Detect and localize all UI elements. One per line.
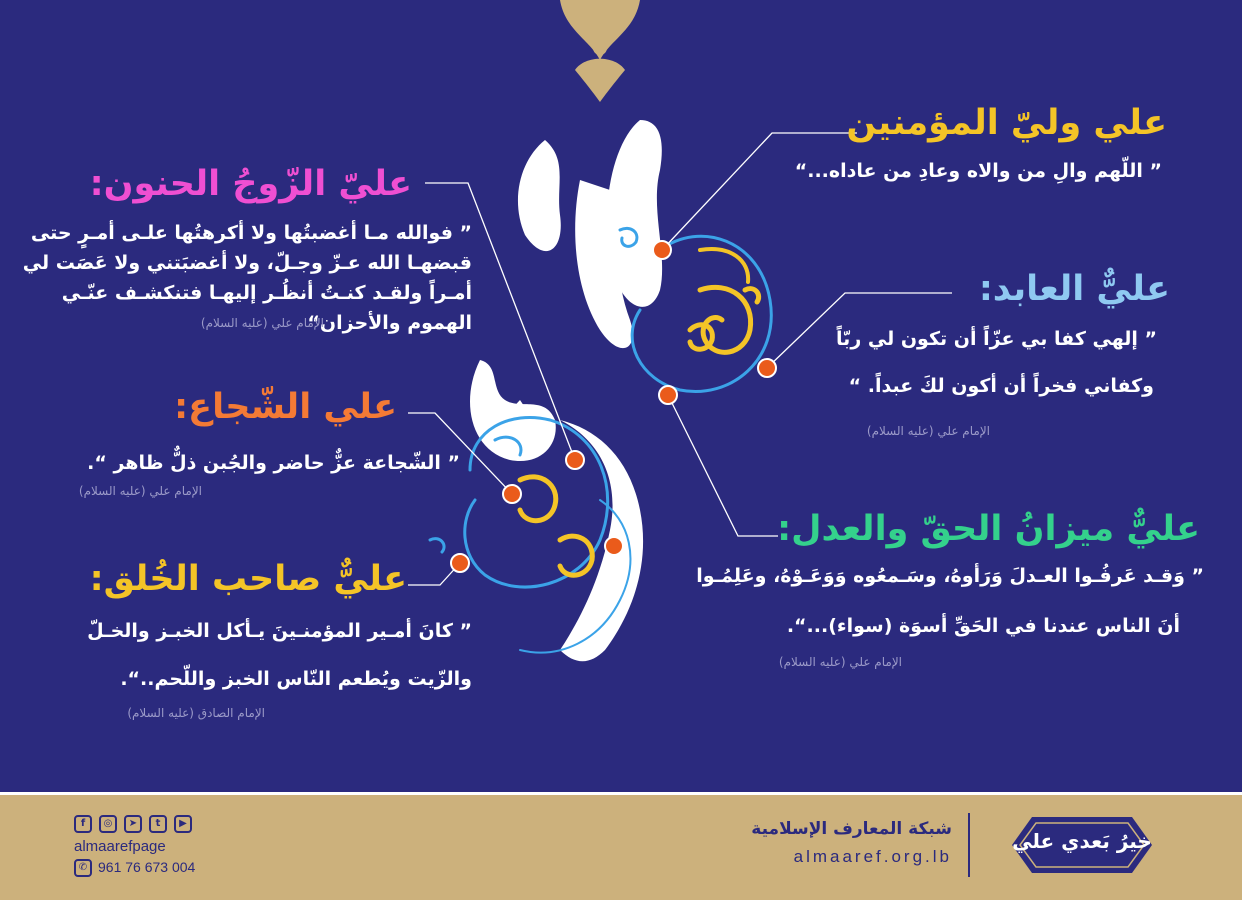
heading-khuluq: عليٌّ صاحب الخُلق: [89,559,407,599]
phone-number: 961 76 673 004 [98,859,196,875]
quote-meezan-line-1: ” وَقـد عَرفُـوا العـدلَ وَرَأوهُ، وسَـمعُوه وَوَعَـوْهُ، وعَلِمُـوا [696,565,1204,587]
footer-divider [968,813,970,877]
heading-meezan: عليٌّ ميزانُ الحقّ والعدل: [777,509,1200,549]
source-zawj: الإمام علي (عليه السلام) [200,316,324,330]
telegram-icon[interactable]: ➤ [124,815,142,833]
quote-abed-line-1: ” إلهي كفا بي عزّاً أن تكون لي ربّاً [836,328,1157,350]
social-handle[interactable]: almaarefpage [74,838,166,855]
quote-zawj-line-4: الهموم والأحزان“ [307,312,472,334]
quote-khuluq-line-1: ” كانَ أمـير المؤمنـينَ يـأكل الخبـز والخـلّ [87,620,472,642]
source-meezan: الإمام علي (عليه السلام) [778,655,902,669]
quote-zawj-line-2: قبضهـا الله عـزّ وجـلّ، ولا أغضبَتني ولا عَصَت لي [22,252,472,274]
heading-wali: علي وليّ المؤمنين [846,103,1167,143]
instagram-icon[interactable]: ◎ [99,815,117,833]
quote-wali: ” اللّهم والِ من والاه وعادِ من عاداه...“ [794,160,1162,182]
network-name: شبكة المعارف الإسلامية [751,819,952,839]
heading-shujaa: علي الشّجاع: [174,387,397,427]
heading-abed: عليٌّ العابد: [978,269,1170,309]
quote-shujaa: ” الشّجاعة عزٌّ حاضر والجُبن ذلٌّ ظاهر “. [87,452,460,474]
top-ornament [560,0,640,102]
quote-abed-line-2: وكفاني فخراً أن أكون لكَ عبداً. “ [848,375,1154,397]
source-khuluq: الإمام الصادق (عليه السلام) [127,706,265,720]
logo-text: خيرُ بَعدي علي [1012,829,1152,853]
website-url[interactable]: almaaref.org.lb [793,847,952,866]
logo [992,807,1172,883]
quote-zawj-line-1: ” فوالله مـا أغضبتُها ولا أكرهتُها علـى أمـرٍ حتى [30,222,472,244]
source-shujaa: الإمام علي (عليه السلام) [78,484,202,498]
quote-meezan-line-2: أنَ الناس عندنا في الحَقِّ أسوَة (سواء)...“. [786,615,1180,637]
facebook-icon[interactable]: f [74,815,92,833]
youtube-icon[interactable]: ▶ [174,815,192,833]
quote-zawj-line-3: أمـراً ولقـد كنـتُ أنظُـر إليهـا فتنكشـف عنّـي [61,282,472,304]
heading-zawj: عليّ الزّوجُ الحنون: [89,164,412,204]
twitter-icon[interactable]: t [149,815,167,833]
whatsapp-icon[interactable]: ✆ [74,859,92,877]
footer-bar [0,792,1242,900]
ali-calligraphy [470,120,662,661]
quote-khuluq-line-2: والزّيت ويُطعم النّاس الخبز واللّحم..“. [120,668,472,690]
source-abed: الإمام علي (عليه السلام) [866,424,990,438]
